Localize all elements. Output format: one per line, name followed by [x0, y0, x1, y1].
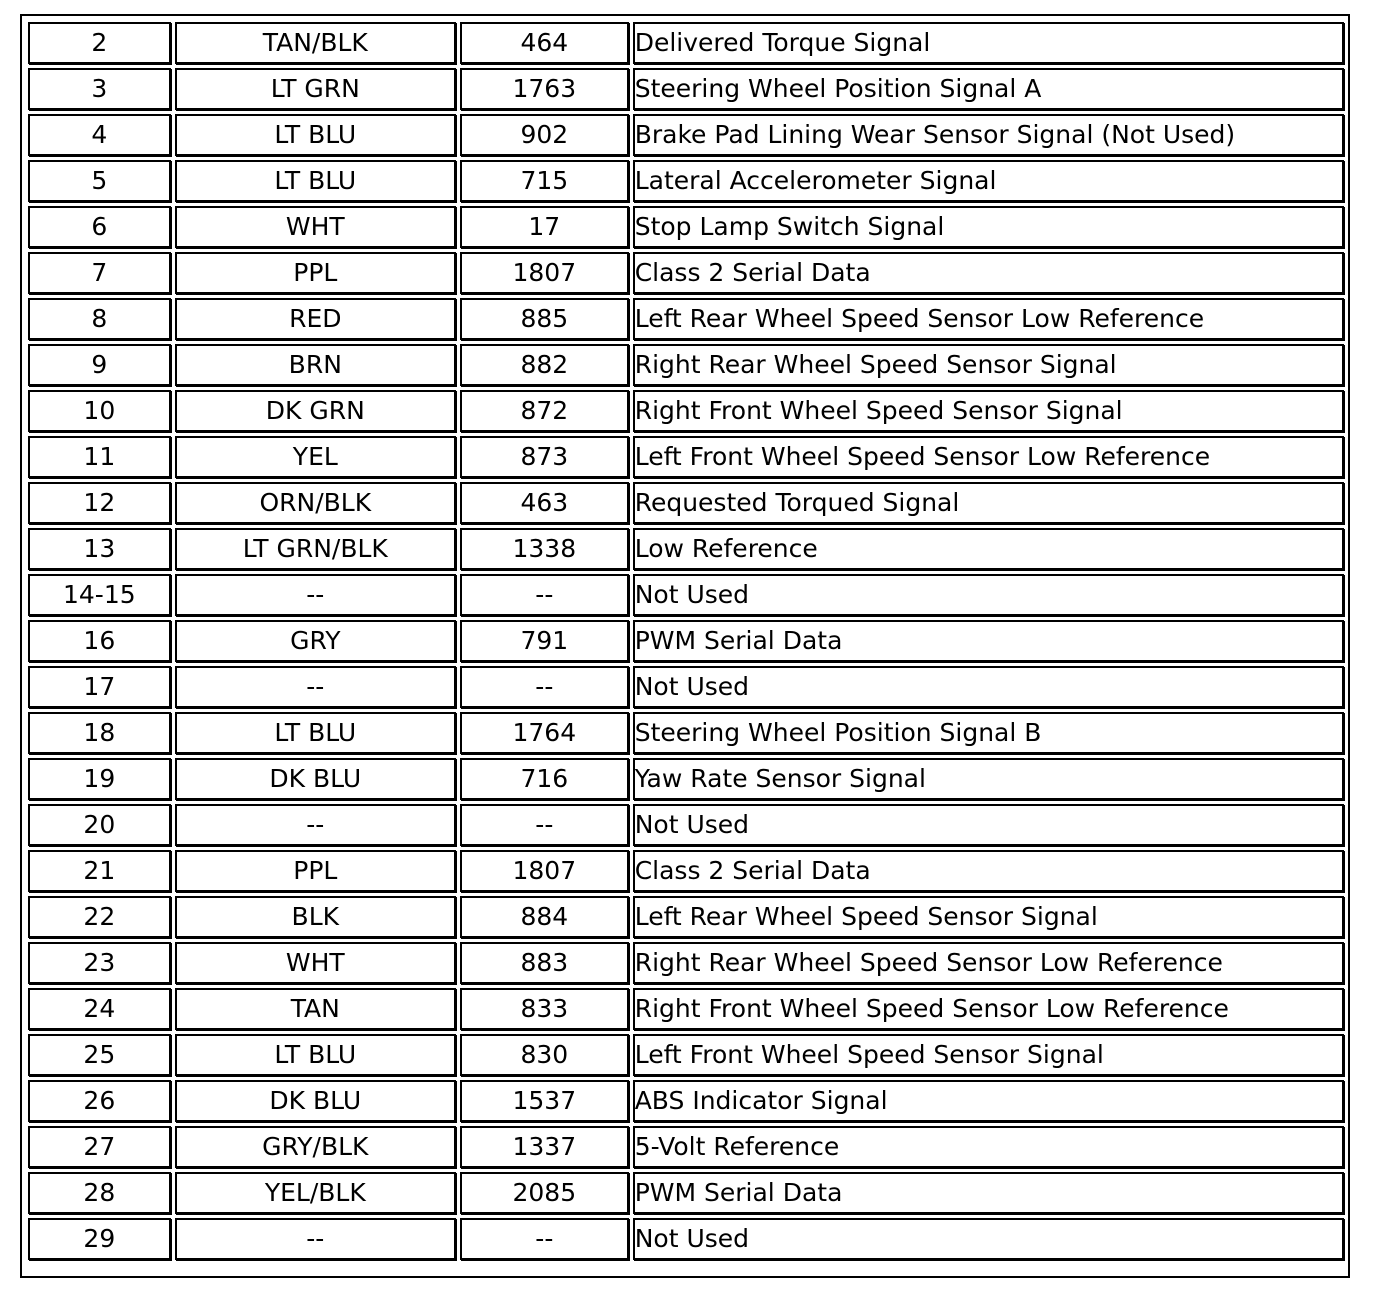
wire-color-cell: LT BLU	[175, 712, 456, 754]
circuit-number-cell: 1763	[460, 68, 629, 110]
circuit-number-cell: 2085	[460, 1172, 629, 1214]
function-cell: Lateral Accelerometer Signal	[633, 160, 1344, 202]
circuit-number-cell: 1807	[460, 850, 629, 892]
circuit-number-cell: --	[460, 666, 629, 708]
table-row	[28, 528, 1344, 570]
circuit-number-cell: 872	[460, 390, 629, 432]
circuit-number-cell: 1338	[460, 528, 629, 570]
pinout-table-body	[28, 22, 1344, 1260]
pin-cell: 20	[28, 804, 171, 846]
table-row	[28, 436, 1344, 478]
circuit-number-cell: 1764	[460, 712, 629, 754]
circuit-number-cell: 17	[460, 206, 629, 248]
connector-pinout-table	[24, 18, 1348, 1264]
table-row	[28, 160, 1344, 202]
function-cell: Left Front Wheel Speed Sensor Low Reference	[633, 436, 1344, 478]
function-cell: Not Used	[633, 1218, 1344, 1260]
table-row	[28, 758, 1344, 800]
table-row	[28, 482, 1344, 524]
function-cell: Left Rear Wheel Speed Sensor Signal	[633, 896, 1344, 938]
circuit-number-cell: 715	[460, 160, 629, 202]
pin-cell: 25	[28, 1034, 171, 1076]
table-row	[28, 804, 1344, 846]
pin-cell: 6	[28, 206, 171, 248]
wire-color-cell: PPL	[175, 252, 456, 294]
pin-cell: 28	[28, 1172, 171, 1214]
function-cell: ABS Indicator Signal	[633, 1080, 1344, 1122]
table-row	[28, 344, 1344, 386]
pin-cell: 22	[28, 896, 171, 938]
function-cell: Right Front Wheel Speed Sensor Signal	[633, 390, 1344, 432]
wire-color-cell: TAN/BLK	[175, 22, 456, 64]
circuit-number-cell: 1807	[460, 252, 629, 294]
function-cell: Not Used	[633, 666, 1344, 708]
table-row	[28, 1034, 1344, 1076]
wire-color-cell: --	[175, 804, 456, 846]
pin-cell: 23	[28, 942, 171, 984]
function-cell: Right Front Wheel Speed Sensor Low Reference	[633, 988, 1344, 1030]
pin-cell: 27	[28, 1126, 171, 1168]
function-cell: Class 2 Serial Data	[633, 850, 1344, 892]
pin-cell: 26	[28, 1080, 171, 1122]
wire-color-cell: DK GRN	[175, 390, 456, 432]
circuit-number-cell: 884	[460, 896, 629, 938]
circuit-number-cell: 463	[460, 482, 629, 524]
wire-color-cell: ORN/BLK	[175, 482, 456, 524]
wire-color-cell: LT GRN	[175, 68, 456, 110]
table-row	[28, 850, 1344, 892]
table-row	[28, 574, 1344, 616]
wire-color-cell: YEL	[175, 436, 456, 478]
wire-color-cell: LT BLU	[175, 1034, 456, 1076]
pin-cell: 9	[28, 344, 171, 386]
table-row	[28, 390, 1344, 432]
circuit-number-cell: --	[460, 1218, 629, 1260]
circuit-number-cell: 902	[460, 114, 629, 156]
pin-cell: 21	[28, 850, 171, 892]
wire-color-cell: RED	[175, 298, 456, 340]
function-cell: Steering Wheel Position Signal A	[633, 68, 1344, 110]
table-row	[28, 666, 1344, 708]
pin-cell: 8	[28, 298, 171, 340]
wire-color-cell: WHT	[175, 942, 456, 984]
function-cell: Low Reference	[633, 528, 1344, 570]
pin-cell: 4	[28, 114, 171, 156]
function-cell: 5-Volt Reference	[633, 1126, 1344, 1168]
function-cell: Class 2 Serial Data	[633, 252, 1344, 294]
function-cell: Right Rear Wheel Speed Sensor Signal	[633, 344, 1344, 386]
circuit-number-cell: 873	[460, 436, 629, 478]
function-cell: Right Rear Wheel Speed Sensor Low Reference	[633, 942, 1344, 984]
table-row	[28, 298, 1344, 340]
function-cell: Not Used	[633, 804, 1344, 846]
function-cell: Left Rear Wheel Speed Sensor Low Reference	[633, 298, 1344, 340]
function-cell: PWM Serial Data	[633, 620, 1344, 662]
circuit-number-cell: 1537	[460, 1080, 629, 1122]
function-cell: PWM Serial Data	[633, 1172, 1344, 1214]
function-cell: Yaw Rate Sensor Signal	[633, 758, 1344, 800]
circuit-number-cell: 830	[460, 1034, 629, 1076]
wire-color-cell: TAN	[175, 988, 456, 1030]
function-cell: Requested Torqued Signal	[633, 482, 1344, 524]
table-row	[28, 896, 1344, 938]
function-cell: Steering Wheel Position Signal B	[633, 712, 1344, 754]
circuit-number-cell: --	[460, 804, 629, 846]
wire-color-cell: LT BLU	[175, 160, 456, 202]
table-row	[28, 1172, 1344, 1214]
table-row	[28, 1218, 1344, 1260]
pin-cell: 10	[28, 390, 171, 432]
wire-color-cell: LT BLU	[175, 114, 456, 156]
table-row	[28, 1080, 1344, 1122]
circuit-number-cell: 464	[460, 22, 629, 64]
table-row	[28, 620, 1344, 662]
wire-color-cell: GRY/BLK	[175, 1126, 456, 1168]
wire-color-cell: --	[175, 666, 456, 708]
function-cell: Not Used	[633, 574, 1344, 616]
pin-cell: 16	[28, 620, 171, 662]
wire-color-cell: WHT	[175, 206, 456, 248]
circuit-number-cell: 882	[460, 344, 629, 386]
table-row	[28, 206, 1344, 248]
pin-cell: 2	[28, 22, 171, 64]
table-row	[28, 988, 1344, 1030]
pin-cell: 17	[28, 666, 171, 708]
pin-cell: 24	[28, 988, 171, 1030]
wire-color-cell: DK BLU	[175, 758, 456, 800]
circuit-number-cell: --	[460, 574, 629, 616]
circuit-number-cell: 883	[460, 942, 629, 984]
wire-color-cell: BLK	[175, 896, 456, 938]
wire-color-cell: PPL	[175, 850, 456, 892]
pin-cell: 18	[28, 712, 171, 754]
function-cell: Delivered Torque Signal	[633, 22, 1344, 64]
table-row	[28, 1126, 1344, 1168]
table-row	[28, 712, 1344, 754]
pin-cell: 19	[28, 758, 171, 800]
wire-color-cell: --	[175, 574, 456, 616]
pin-cell: 13	[28, 528, 171, 570]
pin-cell: 3	[28, 68, 171, 110]
function-cell: Stop Lamp Switch Signal	[633, 206, 1344, 248]
pin-cell: 12	[28, 482, 171, 524]
pin-cell: 7	[28, 252, 171, 294]
wire-color-cell: GRY	[175, 620, 456, 662]
table-row	[28, 942, 1344, 984]
wire-color-cell: BRN	[175, 344, 456, 386]
pin-cell: 29	[28, 1218, 171, 1260]
table-row	[28, 68, 1344, 110]
table-row	[28, 22, 1344, 64]
pin-cell: 14-15	[28, 574, 171, 616]
pin-cell: 5	[28, 160, 171, 202]
circuit-number-cell: 1337	[460, 1126, 629, 1168]
circuit-number-cell: 716	[460, 758, 629, 800]
circuit-number-cell: 833	[460, 988, 629, 1030]
pin-cell: 11	[28, 436, 171, 478]
wire-color-cell: YEL/BLK	[175, 1172, 456, 1214]
function-cell: Left Front Wheel Speed Sensor Signal	[633, 1034, 1344, 1076]
wire-color-cell: DK BLU	[175, 1080, 456, 1122]
circuit-number-cell: 885	[460, 298, 629, 340]
table-row	[28, 114, 1344, 156]
wire-color-cell: --	[175, 1218, 456, 1260]
circuit-number-cell: 791	[460, 620, 629, 662]
table-row	[28, 252, 1344, 294]
wire-color-cell: LT GRN/BLK	[175, 528, 456, 570]
function-cell: Brake Pad Lining Wear Sensor Signal (Not Used)	[633, 114, 1344, 156]
